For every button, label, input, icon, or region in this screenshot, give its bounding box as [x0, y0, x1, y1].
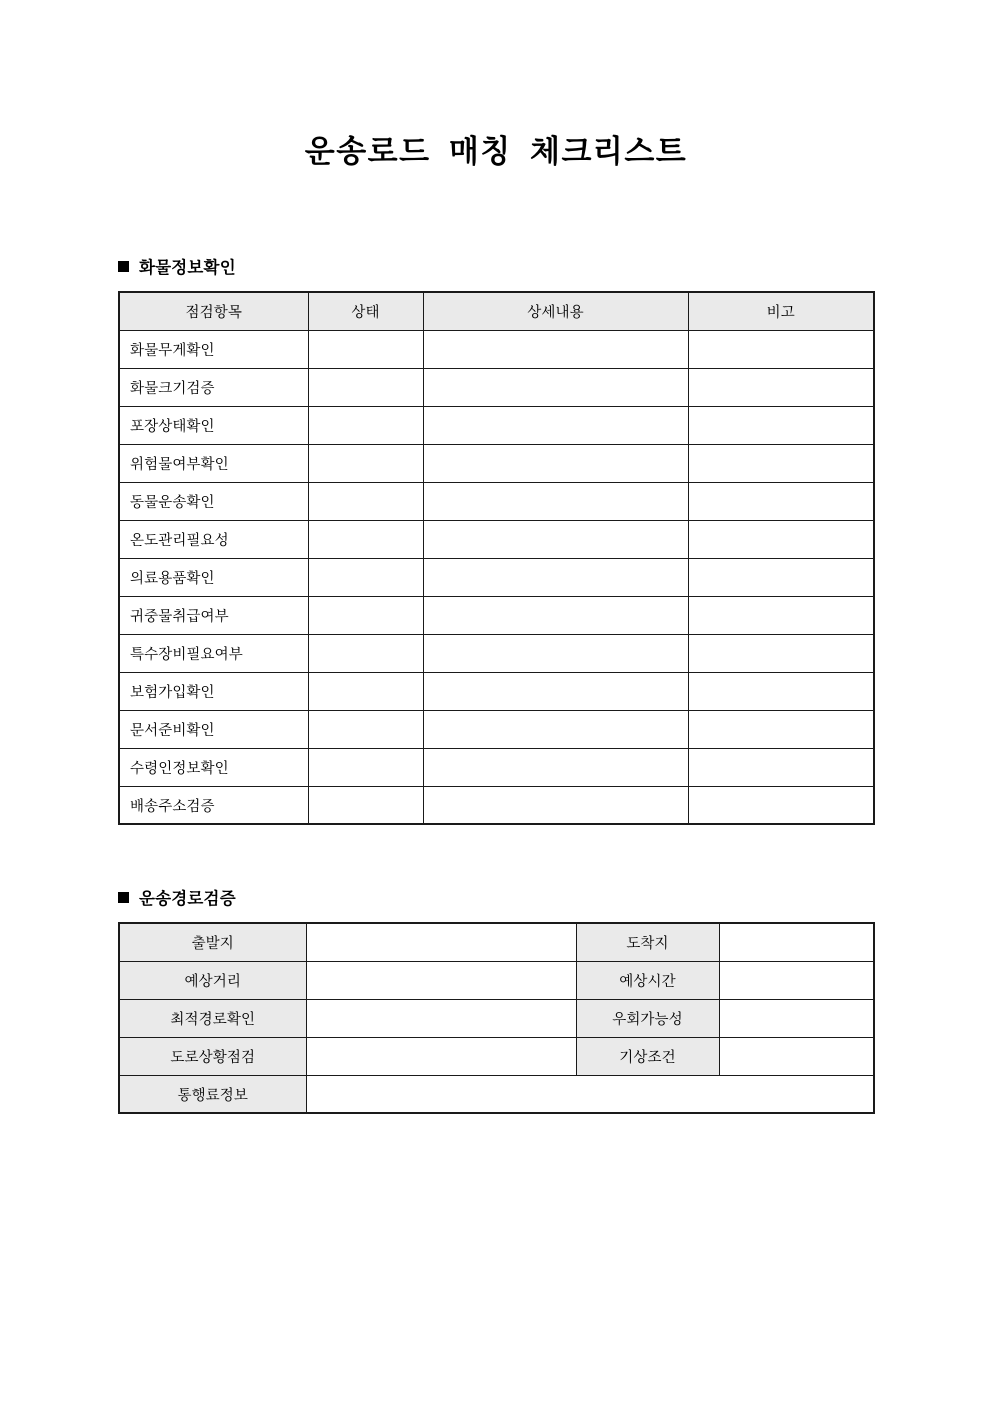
row-remarks-cell[interactable] [688, 672, 874, 710]
row-status-cell[interactable] [308, 786, 423, 824]
row-remarks-cell[interactable] [688, 786, 874, 824]
row-status-cell[interactable] [308, 330, 423, 368]
row-details-cell[interactable] [423, 672, 688, 710]
field-value-weather-condition[interactable] [719, 1037, 874, 1075]
row-remarks-cell[interactable] [688, 482, 874, 520]
column-header-remarks: 비고 [688, 292, 874, 330]
table-row [119, 520, 874, 558]
section-heading-route-verification [118, 885, 874, 909]
row-details-cell[interactable] [423, 786, 688, 824]
field-value-estimated-distance[interactable] [306, 961, 576, 999]
row-status-cell[interactable] [308, 710, 423, 748]
row-status-cell[interactable] [308, 368, 423, 406]
table-row [119, 786, 874, 824]
row-remarks-cell[interactable] [688, 634, 874, 672]
row-remarks-cell[interactable] [688, 330, 874, 368]
table-row [119, 961, 874, 999]
table-row [119, 444, 874, 482]
table-row [119, 558, 874, 596]
row-details-cell[interactable] [423, 710, 688, 748]
table-row [119, 634, 874, 672]
column-header-status: 상태 [308, 292, 423, 330]
table-row [119, 368, 874, 406]
section-heading-cargo-info [118, 254, 874, 278]
row-status-cell[interactable] [308, 406, 423, 444]
table-row [119, 1075, 874, 1113]
table-row [119, 1037, 874, 1075]
field-label-estimated-time: 예상시간 [576, 961, 719, 999]
field-value-origin[interactable] [306, 923, 576, 961]
table-row [119, 672, 874, 710]
row-details-cell[interactable] [423, 444, 688, 482]
table-row [119, 596, 874, 634]
row-remarks-cell[interactable] [688, 558, 874, 596]
table-header-row [119, 292, 874, 330]
row-status-cell[interactable] [308, 482, 423, 520]
row-details-cell[interactable] [423, 406, 688, 444]
route-verification-table [118, 922, 875, 1114]
table-row [119, 923, 874, 961]
row-item-label: 화물무게확인 [119, 330, 308, 368]
row-item-label: 문서준비확인 [119, 710, 308, 748]
field-label-origin: 출발지 [119, 923, 306, 961]
row-status-cell[interactable] [308, 444, 423, 482]
table-row [119, 748, 874, 786]
field-label-detour-option: 우회가능성 [576, 999, 719, 1037]
row-status-cell[interactable] [308, 672, 423, 710]
table-row [119, 482, 874, 520]
row-item-label: 온도관리필요성 [119, 520, 308, 558]
field-value-road-condition[interactable] [306, 1037, 576, 1075]
row-item-label: 의료용품확인 [119, 558, 308, 596]
section-heading-label: 화물정보확인 [139, 258, 236, 278]
row-item-label: 화물크기검증 [119, 368, 308, 406]
column-header-details: 상세내용 [423, 292, 688, 330]
row-details-cell[interactable] [423, 596, 688, 634]
section-heading-label: 운송경로검증 [139, 889, 236, 909]
table-row [119, 406, 874, 444]
row-remarks-cell[interactable] [688, 520, 874, 558]
row-remarks-cell[interactable] [688, 406, 874, 444]
row-details-cell[interactable] [423, 368, 688, 406]
row-status-cell[interactable] [308, 520, 423, 558]
field-value-destination[interactable] [719, 923, 874, 961]
field-label-optimal-route: 최적경로확인 [119, 999, 306, 1037]
row-details-cell[interactable] [423, 558, 688, 596]
field-label-road-condition: 도로상황점검 [119, 1037, 306, 1075]
row-details-cell[interactable] [423, 520, 688, 558]
field-value-toll-info[interactable] [306, 1075, 874, 1113]
row-item-label: 특수장비필요여부 [119, 634, 308, 672]
row-item-label: 수령인정보확인 [119, 748, 308, 786]
table-row [119, 710, 874, 748]
row-remarks-cell[interactable] [688, 596, 874, 634]
row-remarks-cell[interactable] [688, 710, 874, 748]
column-header-item: 점검항목 [119, 292, 308, 330]
field-value-detour-option[interactable] [719, 999, 874, 1037]
row-item-label: 위험물여부확인 [119, 444, 308, 482]
field-value-estimated-time[interactable] [719, 961, 874, 999]
row-item-label: 포장상태확인 [119, 406, 308, 444]
row-status-cell[interactable] [308, 596, 423, 634]
row-details-cell[interactable] [423, 482, 688, 520]
table-row [119, 999, 874, 1037]
row-remarks-cell[interactable] [688, 748, 874, 786]
row-details-cell[interactable] [423, 330, 688, 368]
field-label-estimated-distance: 예상거리 [119, 961, 306, 999]
page-title: 운송로드 매칭 체크리스트 [304, 134, 688, 170]
row-item-label: 동물운송확인 [119, 482, 308, 520]
row-item-label: 배송주소검증 [119, 786, 308, 824]
row-details-cell[interactable] [423, 634, 688, 672]
row-remarks-cell[interactable] [688, 444, 874, 482]
row-remarks-cell[interactable] [688, 368, 874, 406]
row-item-label: 보험가입확인 [119, 672, 308, 710]
row-details-cell[interactable] [423, 748, 688, 786]
row-item-label: 귀중물취급여부 [119, 596, 308, 634]
square-bullet-icon [118, 261, 129, 272]
field-value-optimal-route[interactable] [306, 999, 576, 1037]
table-row [119, 330, 874, 368]
field-label-destination: 도착지 [576, 923, 719, 961]
cargo-info-table [118, 291, 875, 825]
row-status-cell[interactable] [308, 748, 423, 786]
square-bullet-icon [118, 892, 129, 903]
field-label-weather-condition: 기상조건 [576, 1037, 719, 1075]
row-status-cell[interactable] [308, 558, 423, 596]
row-status-cell[interactable] [308, 634, 423, 672]
field-label-toll-info: 통행료정보 [119, 1075, 306, 1113]
